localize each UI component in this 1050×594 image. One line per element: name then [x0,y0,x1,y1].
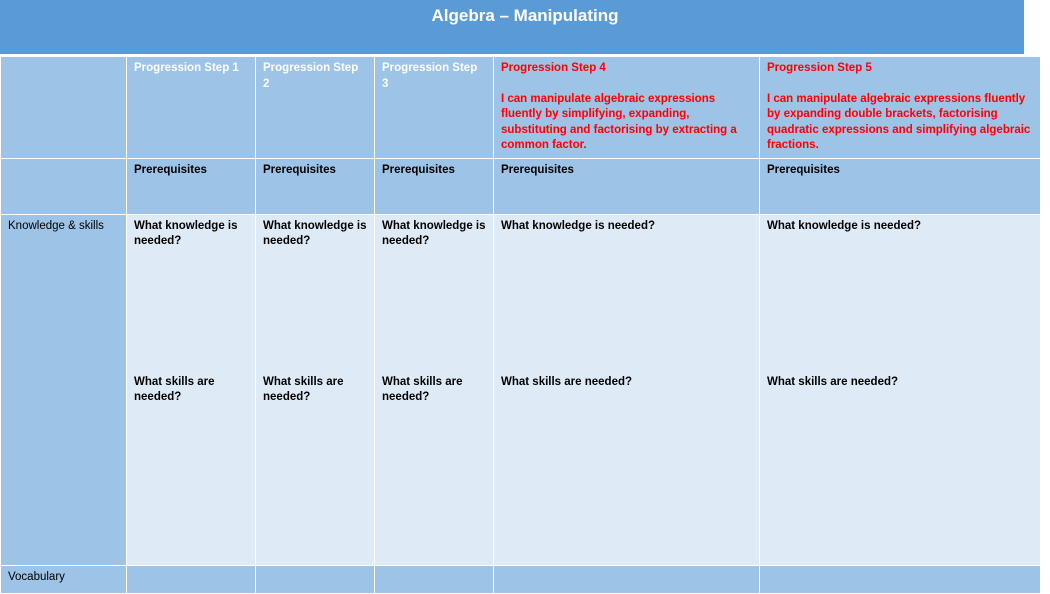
knowledge-skills-cell [494,214,760,565]
prerequisites-label: Prerequisites [767,163,840,176]
step-label: Progression Step 1 [134,62,239,74]
step-description: I can manipulate algebraic expressions fluently by expanding double brackets, factorising quadratic expressions and simplifying algebraic fractions. [767,92,1031,151]
vocabulary-cell [760,565,1041,593]
knowledge-skills-row [1,214,1041,565]
knowledge-question: What knowledge is needed? [382,219,486,247]
table-header-row [1,57,1041,159]
vocabulary-cell [375,565,494,593]
vocabulary-row [1,565,1041,593]
prerequisites-label: Prerequisites [134,163,207,176]
skills-question: What skills are needed? [263,375,344,403]
step-header-cell [127,57,256,159]
step-label: Progression Step 4 [501,62,606,74]
prerequisites-label: Prerequisites [501,163,574,176]
knowledge-skills-cell [256,214,375,565]
skills-question: What skills are needed? [767,375,899,388]
step-label: Progression Step 3 [382,62,478,90]
prerequisites-cell [760,158,1041,214]
knowledge-question: What knowledge is needed? [134,219,238,247]
progression-table [0,56,1041,594]
prerequisites-label: Prerequisites [382,163,455,176]
knowledge-skills-cell [127,214,256,565]
step-description: I can manipulate algebraic expressions fluently by simplifying, expanding, substituting and factorising by extracting a common factor. [501,92,737,151]
vocabulary-cell [127,565,256,593]
skills-question: What skills are needed? [501,375,633,388]
knowledge-skills-cell [760,214,1041,565]
prerequisites-cell [375,158,494,214]
knowledge-question: What knowledge is needed? [501,219,655,232]
vocabulary-cell [494,565,760,593]
knowledge-question: What knowledge is needed? [263,219,367,247]
corner-cell [1,57,127,159]
step-label: Progression Step 2 [263,62,359,90]
step-header-cell [256,57,375,159]
step-header-cell [494,57,760,159]
prerequisites-cell [494,158,760,214]
prerequisites-label: Prerequisites [263,163,336,176]
prerequisites-cell [127,158,256,214]
skills-question: What skills are needed? [134,375,215,403]
knowledge-skills-cell [375,214,494,565]
step-header-cell [760,57,1041,159]
skills-question: What skills are needed? [382,375,463,403]
knowledge-question: What knowledge is needed? [767,219,921,232]
title-bar [0,0,1024,55]
row-label-vocabulary: Vocabulary [1,565,127,593]
vocabulary-cell [256,565,375,593]
row-label-empty [1,158,127,214]
prerequisites-row [1,158,1041,214]
prerequisites-cell [256,158,375,214]
step-header-cell [375,57,494,159]
row-label-knowledge-skills: Knowledge & skills [1,214,127,565]
step-label: Progression Step 5 [767,62,872,74]
page-title: Algebra – Manipulating [431,6,619,25]
